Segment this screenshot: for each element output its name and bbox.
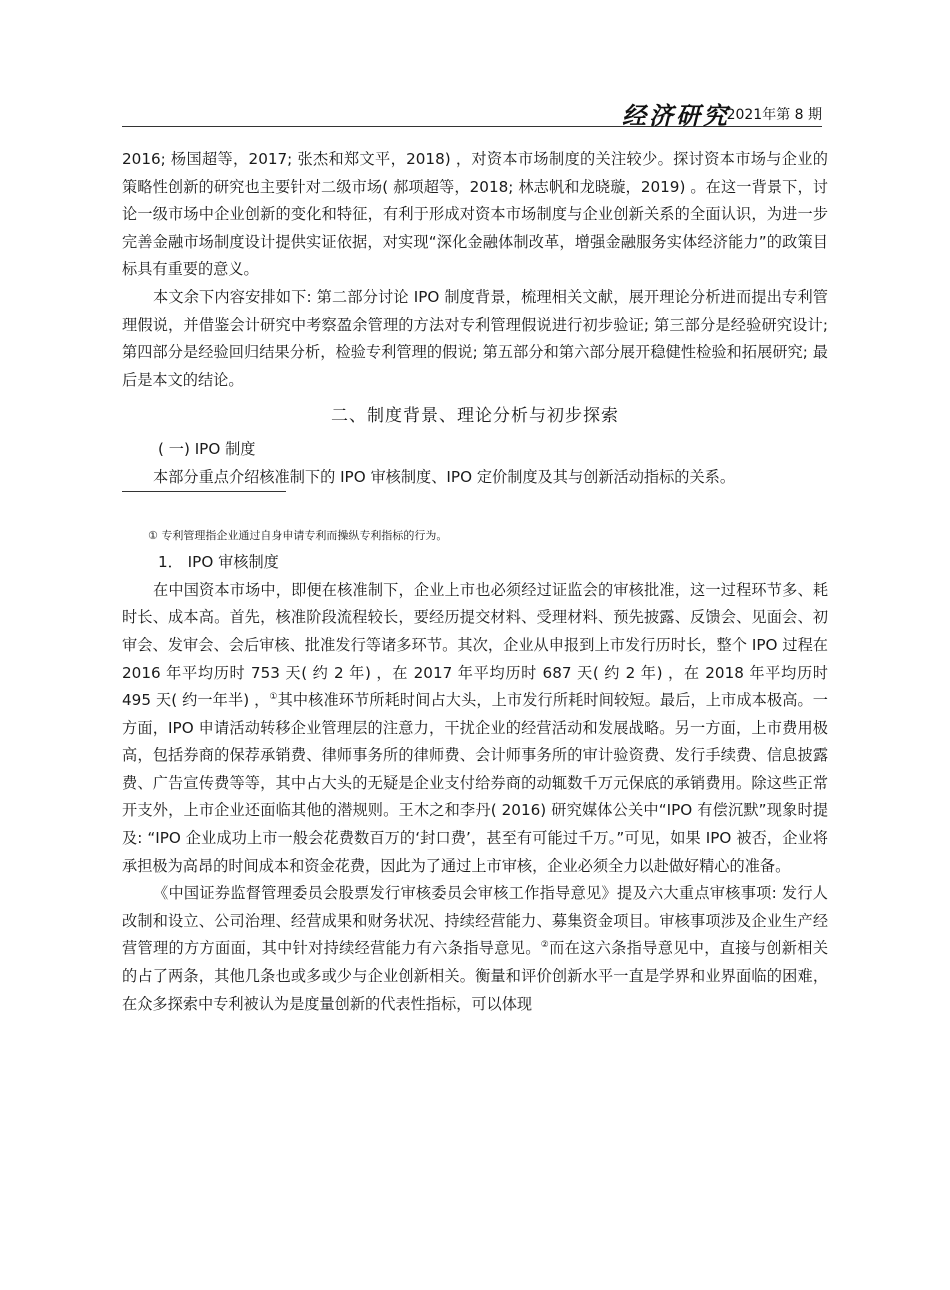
paragraph-text: 而在这六条指导意见中，直接与创新相关的占了两条，其他几条也或多或少与企业创新相关。衡量和评价创新水平一直是学界和业界面临的困难，在众多探索中专利被认为是度量创新的代表性指标，可以体现 — [122, 939, 829, 1013]
issue-label: 2021年第 8 期 — [726, 107, 822, 123]
footnote-rule — [122, 491, 286, 492]
paragraph-text: 在中国资本市场中，即便在核准制下，企业上市也必须经过证监会的审核批准，这一过程环节多、耗时长、成本高。首先，核准阶段流程较长，要经历提交材料、受理材料、预先披露、反馈会、见面会、初审会、发审会、会后审核、批准发行等诸多环节。其次，企业从申报到上市发行历时长，整个 IPO 过程在 2016 年平均历时 753 天( 约 2 年) ，在 2017 年平均历时 687 天( 约 2 年) ，在 2018 年平均历时 495 天( 约一年半) ， — [122, 580, 828, 710]
subsection-heading: ( 一) IPO 制度 — [158, 439, 256, 458]
paragraph: 本部分重点介绍核准制下的 IPO 审核制度、IPO 定价制度及其与创新活动指标的关系。 — [153, 467, 736, 486]
journal-logo: 经济研究 — [622, 101, 730, 130]
paragraph — [122, 880, 828, 1018]
paragraph-text: 《中国证券监督管理委员会股票发行审核委员会审核工作指导意见》提及六大重点审核事项: 发行人改制和设立、公司治理、经营成果和财务状况、持续经营能力、募集资金项目。审核事项涉及企业生产经营管理的方方面面，其中针对持续经营能力有六条指导意见。 — [122, 884, 828, 958]
footnote-marker[interactable]: ② — [540, 940, 550, 951]
article-body — [122, 146, 828, 1018]
paragraph-text: 其中核准环节所耗时间占大头，上市发行所耗时间较短。最后，上市成本极高。一方面，IPO 申请活动转移企业管理层的注意力，干扰企业的经营活动和发展战略。另一方面，上市费用极高，包括券商的保荐承销费、律师事务所的律师费、会计师事务所的审计验资费、发行手续费、信息披露费、广告宣传费等等，其中占大头的无疑是企业支付给券商的动辄数千万元保底的承销费用。除这些正常开支外，上市企业还面临其他的潜规则。王木之和李丹( 2016) 研究媒体公关中“IPO 有偿沉默”现象时提及: “IPO 企业成功上市一般会花费数百万的‘封口费’，甚至有可能过千万。”可见，如果 IPO 被否，企业将承担极为高昂的时间成本和资金花费，因此为了通过上市审核，企业必须全力以赴做好精心的准备。 — [122, 691, 828, 875]
paragraph — [122, 577, 828, 881]
paragraph: 2016; 杨国超等，2017; 张杰和郑文平，2018) ，对资本市场制度的关注较少。探讨资本市场与企业的策略性创新的研究也主要针对二级市场( 郝项超等，2018; 林志帆和龙晓璇，2019) 。在这一背景下，讨论一级市场中企业创新的变化和特征，有利于形成对资本市场制度与企业创新关系的全面认识，为进一步完善金融市场制度设计提供实证依据，对实现“深化金融体制改革，增强金融服务实体经济能力”的政策目标具有重要的意义。 — [122, 150, 828, 279]
numbered-heading: 1． IPO 审核制度 — [158, 553, 279, 572]
page-header — [122, 96, 822, 130]
section-title: 二、制度背景、理论分析与初步探索 — [331, 406, 619, 427]
paragraph: 本文余下内容安排如下: 第二部分讨论 IPO 制度背景，梳理相关文献，展开理论分析进而提出专利管理假说，并借鉴会计研究中考察盈余管理的方法对专利管理假说进行初步验证; 第三部分是经验研究设计; 第四部分是经验回归结果分析，检验专利管理的假说; 第五部分和第六部分展开稳健性检验和拓展研究; 最后是本文的结论。 — [122, 287, 828, 389]
footnote-marker[interactable]: ① — [269, 692, 278, 703]
footnote: ① 专利管理指企业通过自身申请专利而操纵专利指标的行为。 — [148, 529, 448, 543]
